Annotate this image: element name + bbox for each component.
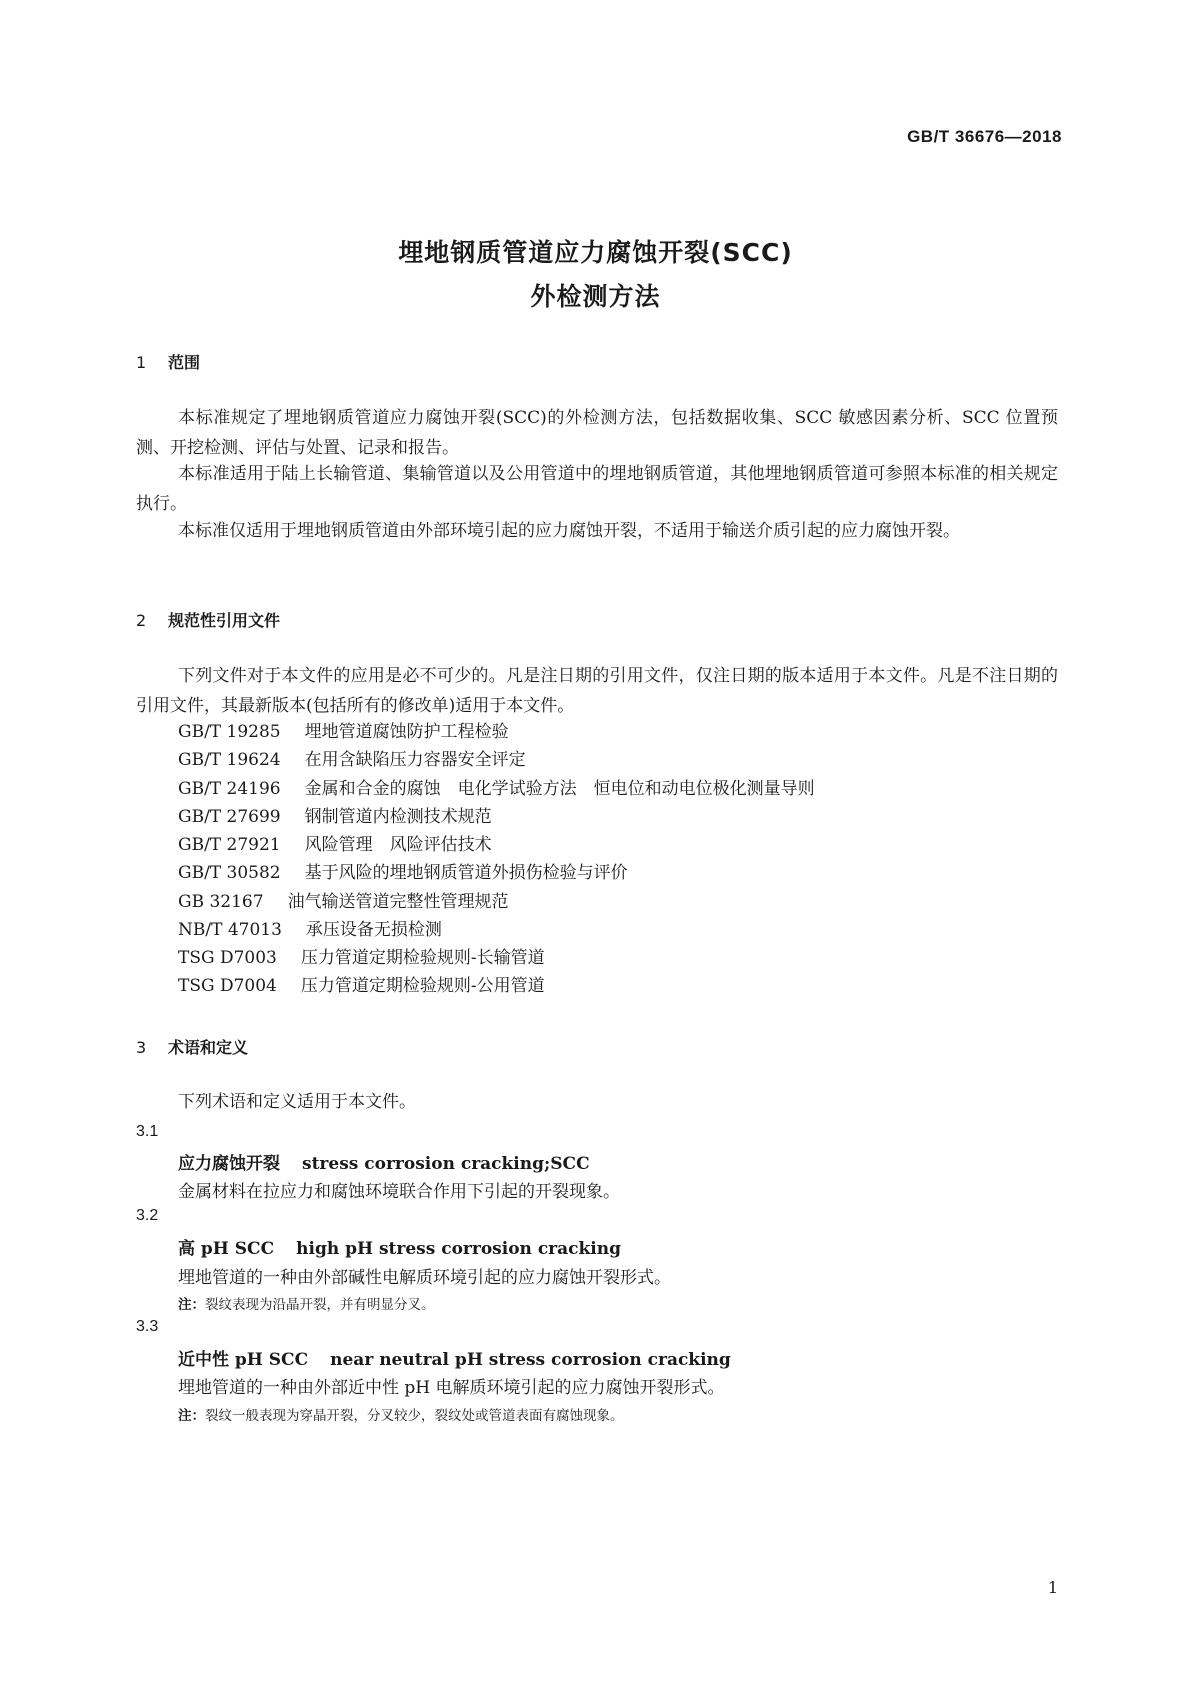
reference-item bbox=[178, 717, 509, 747]
reference-code: GB/T 19624 bbox=[178, 750, 281, 770]
term-en: high pH stress corrosion cracking bbox=[296, 1239, 621, 1259]
term-en: stress corrosion cracking;SCC bbox=[302, 1154, 590, 1174]
term-note bbox=[178, 1293, 435, 1313]
note-label: 注： bbox=[178, 1408, 205, 1424]
note-text: 裂纹表现为沿晶开裂，并有明显分叉。 bbox=[205, 1297, 435, 1313]
reference-code: GB/T 27699 bbox=[178, 807, 281, 827]
reference-name: 基于风险的埋地钢质管道外损伤检验与评价 bbox=[304, 863, 628, 883]
terms-intro: 下列术语和定义适用于本文件。 bbox=[178, 1092, 416, 1112]
term-en: near neutral pH stress corrosion cracking bbox=[330, 1350, 731, 1370]
section-heading-normative-references bbox=[136, 608, 280, 631]
reference-code: GB/T 24196 bbox=[178, 779, 281, 799]
note-text: 裂纹一般表现为穿晶开裂，分叉较少，裂纹处或管道表面有腐蚀现象。 bbox=[205, 1408, 624, 1424]
scope-paragraph-3: 本标准仅适用于埋地钢质管道由外部环境引起的应力腐蚀开裂，不适用于输送介质引起的应力腐蚀开裂。 bbox=[178, 521, 960, 541]
term-zh: 应力腐蚀开裂 bbox=[178, 1154, 280, 1174]
reference-name: 油气输送管道完整性管理规范 bbox=[287, 892, 509, 912]
reference-item bbox=[178, 887, 509, 917]
term-number: 3.1 bbox=[136, 1123, 159, 1140]
term-zh: 近中性 pH SCC bbox=[178, 1350, 309, 1370]
section-title: 规范性引用文件 bbox=[168, 611, 281, 630]
term-definition: 埋地管道的一种由外部碱性电解质环境引起的应力腐蚀开裂形式。 bbox=[178, 1268, 671, 1288]
reference-code: NB/T 47013 bbox=[178, 920, 282, 940]
term-number: 3.3 bbox=[136, 1318, 159, 1335]
term-heading bbox=[178, 1149, 590, 1174]
references-intro: 下列文件对于本文件的应用是必不可少的。凡是注日期的引用文件，仅注日期的版本适用于本文件。凡是不注日期的引用文件，其最新版本(包括所有的修改单)适用于本文件。 bbox=[136, 666, 1058, 716]
reference-name: 埋地管道腐蚀防护工程检验 bbox=[304, 722, 509, 742]
reference-item bbox=[178, 774, 815, 804]
section-title: 术语和定义 bbox=[168, 1038, 249, 1057]
reference-name: 金属和合金的腐蚀 电化学试验方法 恒电位和动电位极化测量导则 bbox=[304, 779, 815, 799]
page-number: 1 bbox=[1047, 1578, 1058, 1597]
reference-code: GB/T 27921 bbox=[178, 835, 281, 855]
reference-code: TSG D7004 bbox=[178, 976, 277, 996]
scope-paragraph-1: 本标准规定了埋地钢质管道应力腐蚀开裂(SCC)的外检测方法，包括数据收集、SCC 敏感因素分析、SCC 位置预测、开挖检测、评估与处置、记录和报告。 bbox=[136, 408, 1058, 458]
document-title-line1: 埋地钢质管道应力腐蚀开裂(SCC) bbox=[398, 238, 793, 267]
section-number: 3 bbox=[136, 1038, 147, 1057]
reference-item bbox=[178, 745, 526, 775]
standard-code: GB/T 36676—2018 bbox=[907, 127, 1062, 146]
term-zh: 高 pH SCC bbox=[178, 1239, 275, 1259]
term-note bbox=[178, 1404, 624, 1424]
reference-name: 承压设备无损检测 bbox=[305, 920, 442, 940]
term-definition: 金属材料在拉应力和腐蚀环境联合作用下引起的开裂现象。 bbox=[178, 1182, 620, 1202]
reference-name: 钢制管道内检测技术规范 bbox=[304, 807, 492, 827]
section-number: 1 bbox=[136, 353, 147, 372]
reference-code: GB/T 30582 bbox=[178, 863, 281, 883]
reference-name: 压力管道定期检验规则-长输管道 bbox=[300, 948, 545, 968]
term-heading bbox=[178, 1345, 731, 1370]
section-heading-terms bbox=[136, 1035, 248, 1058]
reference-item bbox=[178, 915, 442, 945]
reference-code: GB/T 19285 bbox=[178, 722, 281, 742]
reference-item bbox=[178, 971, 545, 1001]
section-number: 2 bbox=[136, 611, 147, 630]
reference-item bbox=[178, 802, 492, 832]
note-label: 注： bbox=[178, 1297, 205, 1313]
section-heading-scope bbox=[136, 350, 200, 373]
reference-name: 在用含缺陷压力容器安全评定 bbox=[304, 750, 526, 770]
term-number: 3.2 bbox=[136, 1207, 159, 1224]
reference-item bbox=[178, 830, 492, 860]
term-definition: 埋地管道的一种由外部近中性 pH 电解质环境引起的应力腐蚀开裂形式。 bbox=[178, 1378, 725, 1398]
reference-item bbox=[178, 943, 545, 973]
scope-paragraph-2: 本标准适用于陆上长输管道、集输管道以及公用管道中的埋地钢质管道，其他埋地钢质管道可参照本标准的相关规定执行。 bbox=[136, 464, 1058, 514]
reference-code: GB 32167 bbox=[178, 892, 264, 912]
term-heading bbox=[178, 1234, 621, 1259]
reference-name: 风险管理 风险评估技术 bbox=[304, 835, 492, 855]
reference-name: 压力管道定期检验规则-公用管道 bbox=[300, 976, 545, 996]
reference-item bbox=[178, 858, 628, 888]
document-title-line2: 外检测方法 bbox=[530, 282, 661, 311]
reference-code: TSG D7003 bbox=[178, 948, 277, 968]
section-title: 范围 bbox=[168, 353, 201, 372]
